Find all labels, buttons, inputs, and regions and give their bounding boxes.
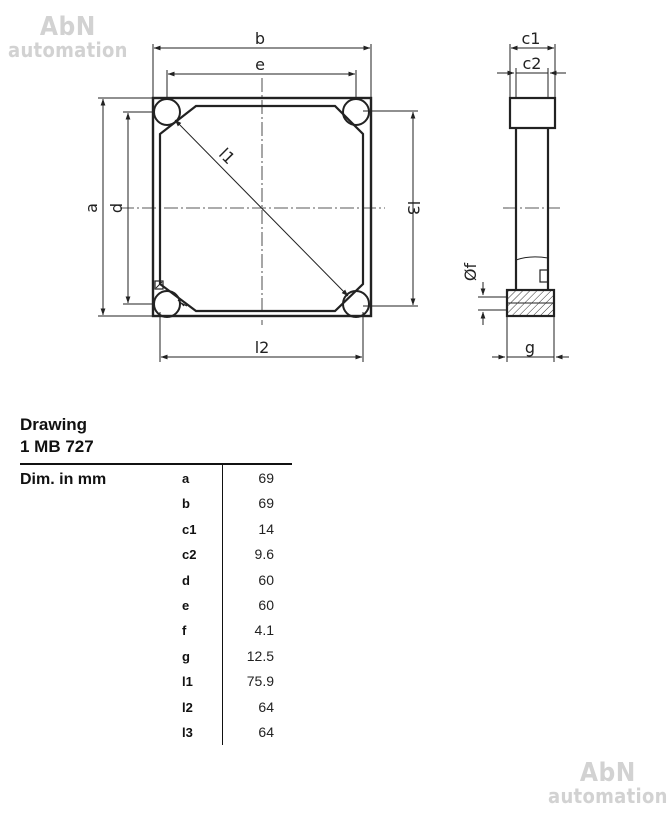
table-row (170, 543, 300, 568)
dimension-value: 69 (258, 495, 274, 512)
side-view-top-flange (510, 98, 555, 128)
watermark-line2: automation (8, 38, 128, 62)
dimension-value: 64 (258, 698, 274, 715)
label-e: e (255, 55, 265, 74)
watermark-line1: AbN (579, 758, 636, 788)
dimension-value: 4.1 (254, 622, 274, 639)
label-l3: l3 (404, 200, 423, 216)
table-row (170, 467, 300, 492)
dimension-value: 9.6 (254, 546, 274, 563)
dimension-key: c2 (182, 547, 197, 563)
title-underline (20, 463, 292, 465)
corner-hole-top-right (343, 99, 369, 125)
table-row (170, 569, 300, 594)
table-row (170, 619, 300, 644)
dimension-value: 64 (258, 723, 274, 740)
watermark-line2: automation (548, 784, 668, 808)
technical-drawing (0, 0, 650, 380)
label-a: a (82, 203, 101, 213)
dimension-key: l2 (182, 699, 193, 715)
drawing-title-line1: Drawing (20, 415, 88, 434)
dimension-key: c1 (182, 521, 197, 537)
label-g: g (524, 338, 536, 357)
dimension-value: 14 (258, 520, 274, 537)
drawing-title (20, 414, 94, 458)
watermark-line1: AbN (39, 12, 96, 42)
dimension-key: d (182, 572, 190, 588)
dimension-key: a (182, 471, 190, 486)
dimension-key: l3 (182, 724, 193, 740)
table-row (170, 721, 300, 746)
dimension-key: b (182, 496, 190, 512)
dimension-key: f (182, 623, 187, 639)
dimension-value: 60 (258, 571, 274, 588)
side-view-body (516, 128, 548, 289)
dimension-key: e (182, 597, 190, 613)
label-phi-f: Øf (461, 262, 480, 282)
table-row (170, 594, 300, 619)
table-row (170, 670, 300, 695)
table-row (170, 645, 300, 670)
table-row (170, 518, 300, 543)
label-l1: l1 (215, 144, 239, 168)
table-row (170, 696, 300, 721)
dimension-value: 69 (258, 470, 274, 486)
label-l2: l2 (254, 338, 270, 357)
dimension-value: 60 (258, 596, 274, 613)
watermark-logo-bottom (548, 760, 668, 806)
dimensions-table (170, 467, 300, 746)
label-c2: c2 (522, 54, 542, 73)
table-row (170, 492, 300, 517)
corner-hole-bottom-left (154, 291, 180, 317)
dimensions-label: Dim. in mm (20, 471, 107, 488)
label-d: d (107, 202, 126, 214)
dimension-value: 75.9 (246, 673, 274, 690)
drawing-number: 1 MB 727 (20, 437, 94, 456)
dimension-value: 12.5 (246, 647, 274, 664)
dimension-key: g (182, 648, 190, 664)
label-c1: c1 (521, 29, 541, 48)
dimension-key: l1 (182, 674, 193, 690)
label-b: b (254, 29, 266, 48)
